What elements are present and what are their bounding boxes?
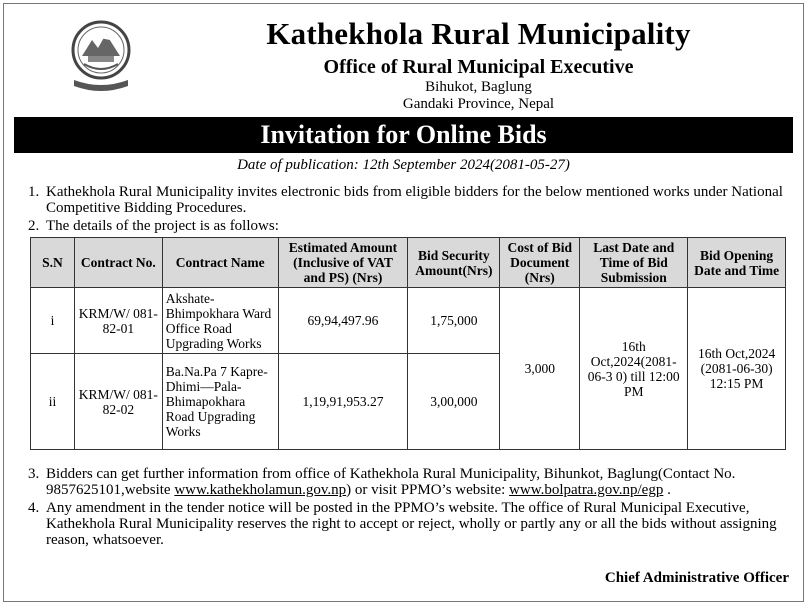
point-4 <box>28 500 789 548</box>
header-contract-no: Contract No. <box>74 238 162 288</box>
address-line-1: Bihukot, Baglung <box>425 79 532 95</box>
point-number: 4. <box>28 500 40 516</box>
cell-contract-name: Akshate-Bhimpokhara Ward Office Road Upgrading Works <box>162 288 278 354</box>
cell-estimated-amount: 69,94,497.96 <box>278 288 408 354</box>
address-line-2: Gandaki Province, Nepal <box>402 96 555 112</box>
municipality-website-link[interactable]: www.kathekholamun.gov.np <box>174 482 347 498</box>
point-text <box>46 466 789 498</box>
municipality-name: Kathekhola Rural Municipality <box>266 16 691 51</box>
cell-contract-no: KRM/W/ 081-82-02 <box>74 354 162 450</box>
project-details-table <box>30 237 786 450</box>
point-number: 3. <box>28 466 40 482</box>
cell-sn: ii <box>31 354 75 450</box>
cell-opening-date: 16th Oct,2024 (2081-06-30) 12:15 PM <box>688 288 786 450</box>
point-text: Any amendment in the tender notice will be posted in the PPMO’s website. The office of Rural Municipal Executive, Kathekhola Rural Municipality reserves the right to accept or reject, wholly or partly any or all the bids without assigning reason, whatsoever. <box>46 500 777 548</box>
notice-page <box>3 3 804 602</box>
header-estimated-amount: Estimated Amount (Inclusive of VAT and PS) (Nrs) <box>278 238 408 288</box>
cell-contract-no: KRM/W/ 081-82-01 <box>74 288 162 354</box>
address <box>154 79 803 113</box>
ppmo-website-link[interactable]: www.bolpatra.gov.np/egp <box>509 482 664 498</box>
cell-bid-security: 3,00,000 <box>408 354 500 450</box>
header-contract-name: Contract Name <box>162 238 278 288</box>
point-number: 1. <box>28 184 40 200</box>
table-row <box>31 288 786 354</box>
point-3-text-a: Bidders can get further information from office of Kathekhola Rural Municipality, Bihunkot, Baglung(Contact No. 9857625101,website <box>46 466 736 498</box>
publication-date: Date of publication: 12th September 2024(2081-05-27) <box>237 157 570 173</box>
municipality-emblem-icon <box>70 16 132 94</box>
point-number: 2. <box>28 218 40 234</box>
cell-last-date: 16th Oct,2024(2081-06-3 0) till 12:00 PM <box>580 288 688 450</box>
cell-estimated-amount: 1,19,91,953.27 <box>278 354 408 450</box>
office-name: Office of Rural Municipal Executive <box>323 56 634 78</box>
header-opening-date: Bid Opening Date and Time <box>688 238 786 288</box>
point-text: Kathekhola Rural Municipality invites electronic bids from eligible bidders for the below mentioned works under National Competitive Bidding Procedures. <box>46 184 783 216</box>
header-cost-of-bid: Cost of Bid Document (Nrs) <box>500 238 580 288</box>
cell-bid-security: 1,75,000 <box>408 288 500 354</box>
signatory-title: Chief Administrative Officer <box>604 570 789 586</box>
point-2 <box>28 218 789 234</box>
header-last-date: Last Date and Time of Bid Submission <box>580 238 688 288</box>
notice-title-banner: Invitation for Online Bids <box>14 117 793 153</box>
table-header-row <box>31 238 786 288</box>
header-sn: S.N <box>31 238 75 288</box>
point-3-text-c: . <box>663 482 671 498</box>
point-3 <box>28 466 789 498</box>
point-3-text-b: ) or visit PPMO’s website: <box>346 482 510 498</box>
cell-contract-name: Ba.Na.Pa 7 Kapre-Dhimi—Pala-Bhimapokhara Road Upgrading Works <box>162 354 278 450</box>
cell-sn: i <box>31 288 75 354</box>
header-bid-security: Bid Security Amount(Nrs) <box>408 238 500 288</box>
cell-cost-of-bid: 3,000 <box>500 288 580 450</box>
point-text: The details of the project is as follows: <box>46 218 279 234</box>
point-1 <box>28 184 789 216</box>
